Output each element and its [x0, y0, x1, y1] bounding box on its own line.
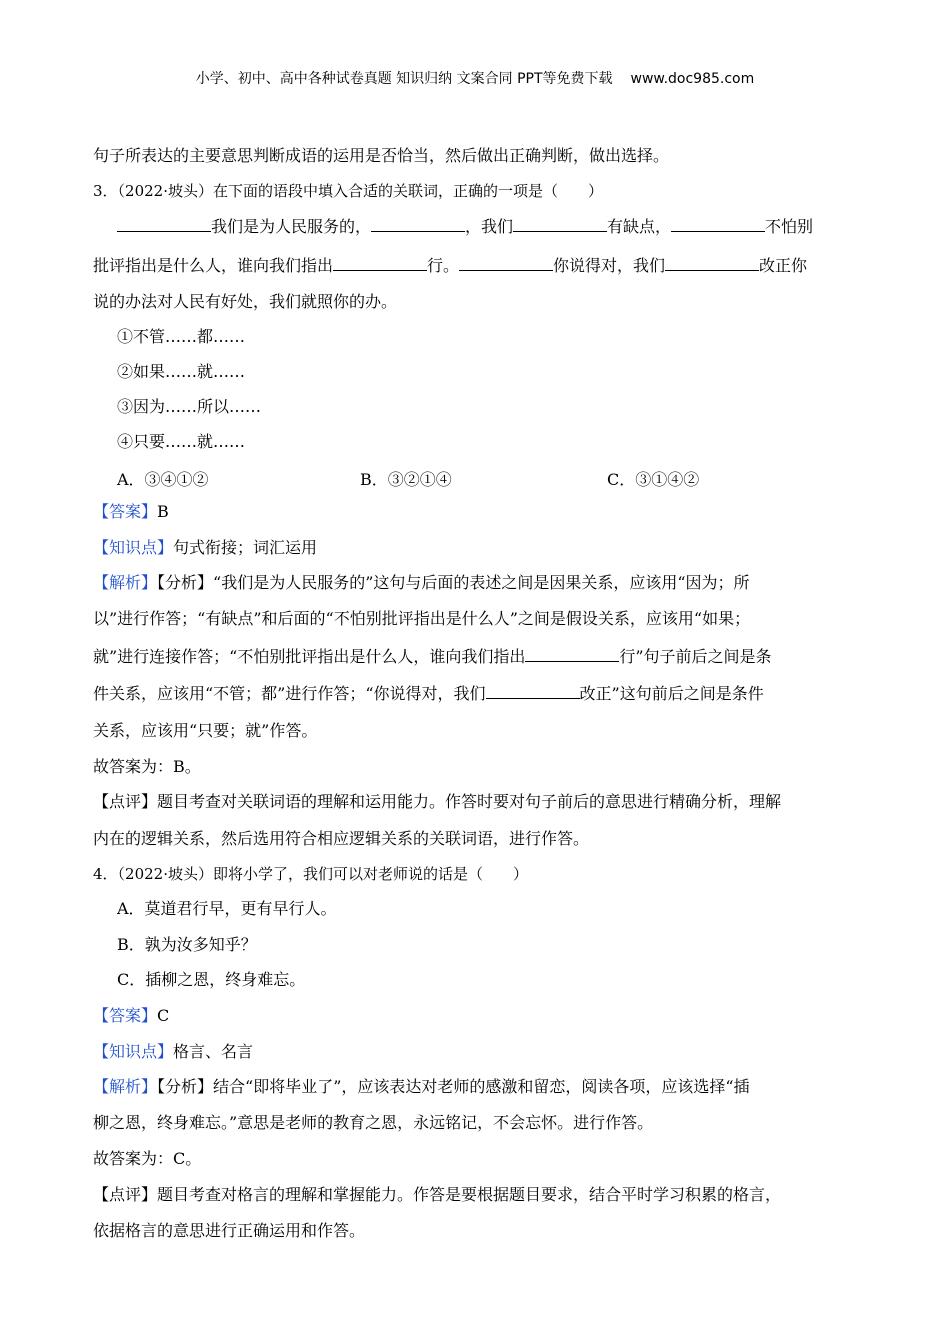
q3-option-b: B．③②①④ [360, 470, 452, 489]
blank [486, 683, 580, 699]
q3-stem: 3．（2022·坡头）在下面的语段中填入合适的关联词，正确的一项是（ ） [93, 182, 603, 200]
q3-knowledge: 【知识点】句式衔接；词汇运用 [93, 538, 318, 557]
q4-option-b: B．孰为汝多知乎？ [117, 935, 257, 954]
q4-stem: 4．（2022·坡头）即将小学了，我们可以对老师说的话是（ ） [93, 865, 528, 883]
q3-passage-line3: 说的办法对人民有好处，我们就照你的办。 [93, 292, 398, 311]
q4-answer: 【答案】C [93, 1006, 170, 1025]
q4-analysis-line1: 【解析】【分析】结合“即将毕业了”，应该表达对老师的感激和留恋，阅读各项，应该选择“插 [93, 1077, 750, 1096]
q4-analysis-line2: 柳之恩，终身难忘。”意思是老师的教育之恩，永远铭记，不会忘怀。进行作答。 [93, 1113, 654, 1132]
q4-option-a: A．莫道君行早，更有早行人。 [117, 899, 337, 918]
q3-option-c: C．③①④② [607, 470, 700, 489]
q4-comment-line2: 依据格言的意思进行正确运用和作答。 [93, 1221, 366, 1240]
blank [513, 216, 607, 232]
q3-item: ②如果……就…… [117, 362, 246, 381]
q3-analysis-line5: 关系，应该用“只要；就”作答。 [93, 721, 318, 740]
q3-item: ④只要……就…… [117, 432, 246, 451]
blank [525, 646, 619, 662]
blank [371, 216, 465, 232]
q3-item: ③因为……所以…… [117, 397, 262, 416]
q3-comment-line2: 内在的逻辑关系，然后选用符合相应逻辑关系的关联词语，进行作答。 [93, 829, 590, 848]
q3-option-a: A．③④①② [117, 470, 209, 489]
q3-analysis-line1: 【解析】【分析】“我们是为人民服务的”这句与后面的表述之间是因果关系，应该用“因为；所 [93, 573, 750, 592]
blank [333, 255, 427, 271]
q4-option-c: C．插柳之恩，终身难忘。 [117, 970, 306, 989]
blank [117, 216, 211, 232]
header-text: 小学、初中、高中各种试卷真题 知识归纳 文案合同 PPT等免费下载 [195, 71, 613, 87]
q4-knowledge: 【知识点】格言、名言 [93, 1042, 254, 1061]
q4-final-answer: 故答案为：C。 [93, 1149, 202, 1168]
q3-analysis-line3: 就”进行连接作答；“不怕别批评指出是什么人，谁向我们指出 行”句子前后之间是条 [93, 647, 772, 666]
q3-passage-line2: 批评指出是什么人，谁向我们指出 行。 你说得对，我们 改正你 [93, 256, 808, 275]
blank [459, 255, 553, 271]
q3-passage-line1: 我们是为人民服务的， ，我们 有缺点， 不怕别 [117, 216, 813, 237]
q3-answer: 【答案】B [93, 502, 169, 521]
blank [665, 255, 759, 271]
q3-comment-line1: 【点评】题目考查对关联词语的理解和运用能力。作答时要对句子前后的意思进行精确分析，理解 [93, 792, 782, 811]
q4-comment-line1: 【点评】题目考查对格言的理解和掌握能力。作答是要根据题目要求，结合平时学习积累的格言， [93, 1185, 782, 1204]
prev-tail: 句子所表达的主要意思判断成语的运用是否恰当，然后做出正确判断，做出选择。 [93, 146, 670, 165]
q3-item: ①不管……都…… [117, 327, 246, 346]
q3-final-answer: 故答案为：B。 [93, 757, 201, 776]
header-site: www.doc985.com [630, 71, 755, 87]
page-header [0, 68, 950, 88]
blank [671, 216, 765, 232]
q3-analysis-line2: 以”进行作答；“有缺点”和后面的“不怕别批评指出是什么人”之间是假设关系，应该用“如果； [93, 609, 751, 628]
q3-analysis-line4: 件关系，应该用“不管；都”进行作答；“你说得对，我们 改正”这句前后之间是条件 [93, 684, 764, 703]
